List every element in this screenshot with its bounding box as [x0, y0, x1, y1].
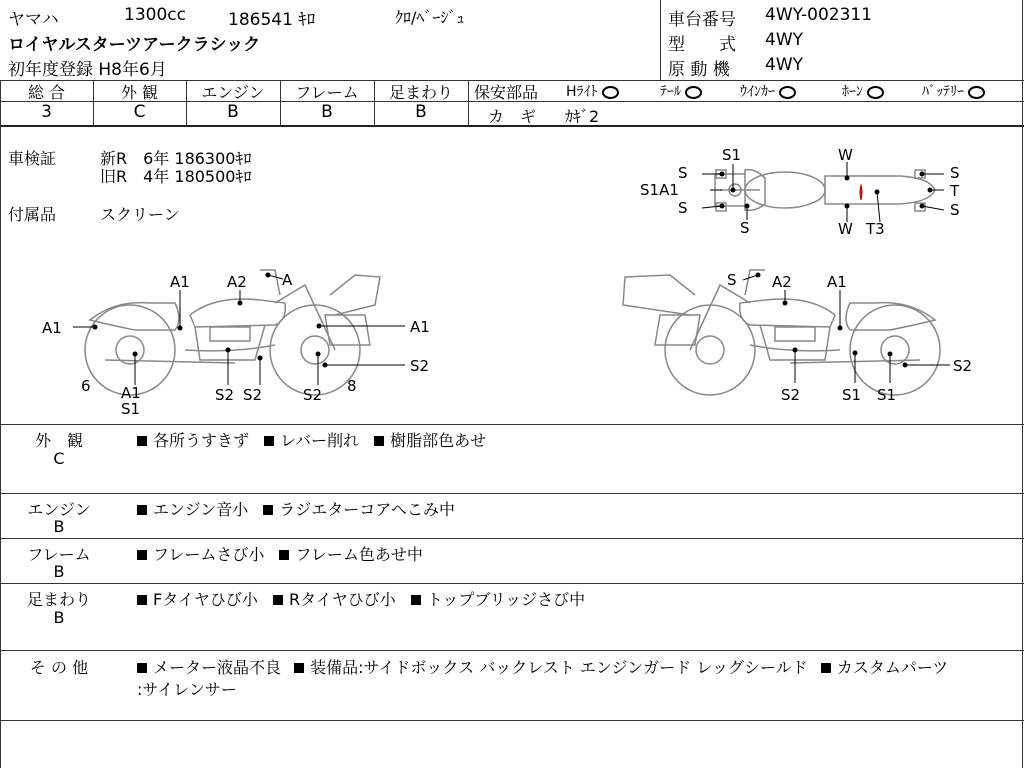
- engine-model-label: 原 動 機: [668, 60, 730, 80]
- remark-grade-engine: B: [53, 517, 65, 536]
- safety-headlight: Hﾗｲﾄ: [566, 81, 619, 101]
- grade-header-overall: 総 合: [27, 83, 66, 102]
- inspection-old: 旧R 4年 180500ｷﾛ: [100, 167, 252, 186]
- type-value: 4WY: [765, 30, 804, 50]
- top-label-s-lower-right: S: [950, 201, 960, 219]
- right-label-s1-b: S1: [877, 386, 897, 404]
- bullet-icon: [137, 595, 147, 605]
- left-label-s1-bottom: S1: [121, 400, 141, 418]
- top-label-s-lower-left: S: [678, 199, 688, 217]
- left-label-a2: A2: [227, 273, 247, 291]
- top-label-s1: S1: [722, 146, 742, 164]
- right-label-s: S: [727, 271, 737, 289]
- left-label-s2-a: S2: [215, 386, 235, 404]
- ok-circle-icon: [685, 86, 702, 99]
- remark-grade-frame: B: [53, 562, 65, 581]
- remark-lines-engine: エンジン音小 ラジエターコアへこみ中: [137, 497, 455, 520]
- left-label-a1-rear: A1: [42, 319, 62, 337]
- grade-suspension: B: [415, 102, 427, 122]
- bullet-icon: [374, 436, 384, 446]
- key-value: ｶｷﾞ2: [565, 107, 600, 126]
- motorcycle-top-view: [630, 140, 980, 240]
- color: ｸﾛ/ﾍﾞｰｼﾞｭ: [395, 8, 465, 27]
- top-label-t: T: [950, 182, 960, 200]
- safety-winker: ｳｲﾝｶｰ: [740, 81, 796, 101]
- bullet-icon: [137, 436, 147, 446]
- left-label-a: A: [282, 271, 293, 289]
- left-label-s2-c: S2: [303, 386, 323, 404]
- top-label-s1a1: S1A1: [640, 181, 679, 199]
- inspection-label: 車検証: [8, 149, 57, 168]
- bullet-icon: [137, 663, 147, 673]
- bullet-icon: [137, 505, 147, 515]
- top-label-s-upper-right: S: [950, 164, 960, 182]
- top-label-w: W: [838, 146, 853, 164]
- bullet-icon: [263, 505, 273, 515]
- remark-category-frame: フレーム: [27, 545, 91, 564]
- safety-taillight: ﾃｰﾙ: [660, 81, 702, 101]
- ok-circle-icon: [968, 86, 985, 99]
- left-label-a1-front: A1: [410, 318, 430, 336]
- top-label-s-upper-left: S: [678, 164, 688, 182]
- ok-circle-icon: [602, 86, 619, 99]
- remark-other-continuation: :サイレンサー: [137, 680, 237, 699]
- ok-circle-icon: [867, 86, 884, 99]
- left-label-s2-b: S2: [243, 386, 263, 404]
- accessories-label: 付属品: [8, 205, 57, 224]
- top-label-w-bottom: W: [838, 220, 853, 238]
- bullet-icon: [137, 550, 147, 560]
- mileage: 186541 ｷﾛ: [228, 10, 316, 30]
- remark-lines-suspension: Fタイヤひび小 Rタイヤひび小 トップブリッジさび中: [137, 587, 585, 610]
- right-label-s2-bottom: S2: [781, 386, 801, 404]
- remark-grade-exterior: C: [53, 449, 65, 468]
- first-registration: 初年度登録 H8年6月: [8, 60, 167, 80]
- right-label-s2-rear: S2: [953, 357, 973, 375]
- left-label-s2-front: S2: [410, 357, 430, 375]
- remark-lines-other: メーター液晶不良 装備品:サイドボックス バックレスト エンジンガード レッグシールド カスタムパーツ: [137, 655, 948, 678]
- remark-category-suspension: 足まわり: [26, 590, 91, 609]
- model-name: ロイヤルスターツアークラシック: [8, 35, 261, 55]
- frame-number-label: 車台番号: [668, 10, 736, 30]
- grade-header-frame: フレーム: [295, 83, 359, 102]
- type-label: 型 式: [668, 35, 736, 55]
- remark-lines-frame: フレームさび小 フレーム色あせ中: [137, 542, 423, 565]
- left-label-8: 8: [347, 377, 357, 395]
- left-label-a1-bottom: A1: [121, 384, 141, 402]
- bullet-icon: [821, 663, 831, 673]
- bullet-icon: [411, 595, 421, 605]
- bullet-icon: [264, 436, 274, 446]
- grade-engine: B: [227, 102, 239, 122]
- remark-category-other: そ の 他: [29, 658, 89, 677]
- right-label-a2: A2: [772, 273, 792, 291]
- grade-frame: B: [321, 102, 333, 122]
- motorcycle-right-view: [615, 265, 985, 410]
- displacement: 1300cc: [124, 5, 186, 25]
- maker: ヤマハ: [8, 10, 59, 30]
- frame-number: 4WY-002311: [765, 5, 873, 25]
- left-label-6: 6: [81, 377, 91, 395]
- top-label-t3: T3: [866, 220, 885, 238]
- right-label-s1-a: S1: [842, 386, 862, 404]
- grade-overall: 3: [41, 102, 52, 122]
- grade-header-exterior: 外 観: [120, 83, 159, 102]
- left-label-a1-tank: A1: [170, 273, 190, 291]
- ok-circle-icon: [779, 86, 796, 99]
- motorcycle-left-view: [35, 265, 450, 420]
- safety-title: 保安部品: [474, 83, 539, 102]
- bullet-icon: [279, 550, 289, 560]
- accessories-value: スクリーン: [100, 205, 180, 224]
- bullet-icon: [294, 663, 304, 673]
- key-label: カ ギ: [488, 107, 537, 126]
- engine-model-value: 4WY: [765, 55, 804, 75]
- safety-battery: ﾊﾞｯﾃﾘｰ: [922, 81, 985, 101]
- grade-exterior: C: [133, 102, 146, 122]
- grade-header-suspension: 足まわり: [388, 83, 453, 102]
- grade-header-engine: エンジン: [201, 83, 265, 102]
- remark-category-engine: エンジン: [27, 500, 91, 519]
- bullet-icon: [273, 595, 283, 605]
- right-label-a1: A1: [827, 273, 847, 291]
- inspection-new: 新R 6年 186300ｷﾛ: [100, 149, 252, 168]
- top-label-s-bottom: S: [740, 219, 750, 237]
- remark-category-exterior: 外 観: [34, 431, 83, 450]
- remark-grade-suspension: B: [53, 608, 65, 627]
- remark-lines-exterior: 各所うすきず レバー削れ 樹脂部色あせ: [137, 428, 486, 451]
- safety-horn: ﾎｰﾝ: [842, 81, 884, 101]
